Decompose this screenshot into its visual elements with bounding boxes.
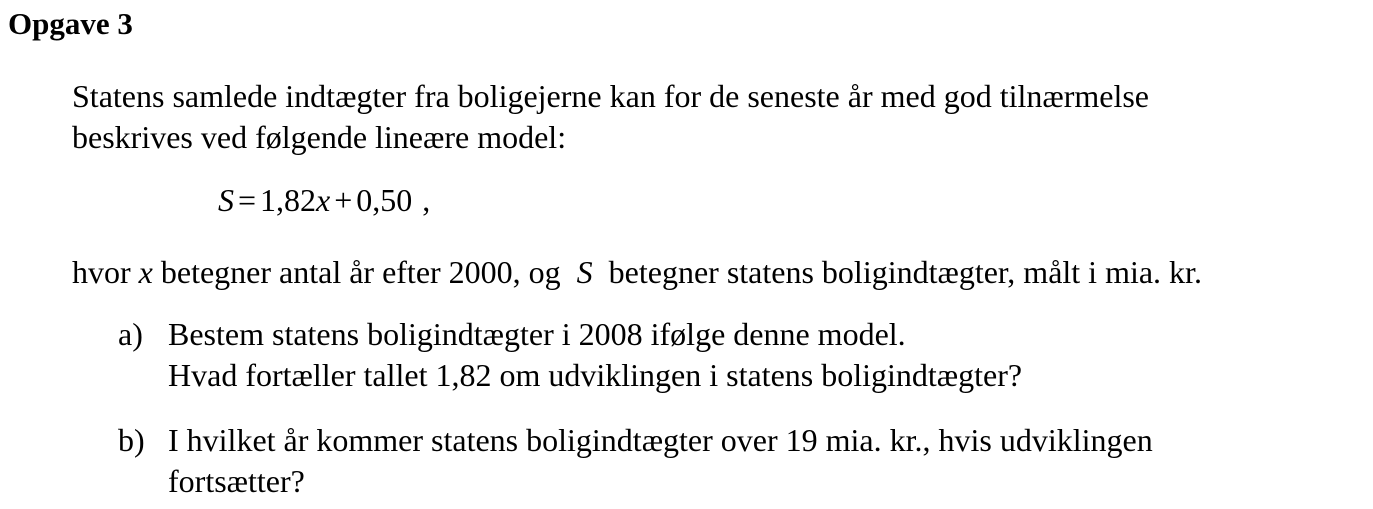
question-b-line-1: I hvilket år kommer statens boligindtægter over 19 mia. kr., hvis udviklingen	[168, 422, 1153, 458]
exercise-heading: Opgave 3	[8, 6, 133, 41]
intro-line-2: beskrives ved følgende lineære model:	[72, 119, 567, 155]
context-post: betegner statens boligindtægter, målt i mia. kr.	[608, 254, 1202, 290]
question-a-body	[168, 314, 1022, 396]
formula-equals: =	[238, 182, 257, 218]
formula-constant: 0,50	[356, 182, 413, 218]
formula-coefficient: 1,82	[260, 182, 317, 218]
question-b-body	[168, 420, 1153, 502]
formula-variable: x	[316, 182, 331, 218]
linear-model-formula	[218, 180, 430, 221]
intro-paragraph	[72, 76, 1149, 158]
context-paragraph	[72, 252, 1202, 293]
question-b-marker: b)	[118, 422, 145, 458]
context-pre: hvor	[72, 254, 131, 290]
question-b-line-2: fortsætter?	[168, 463, 305, 499]
context-var-x: x	[138, 254, 153, 290]
question-a	[118, 314, 1022, 396]
question-a-line-1: Bestem statens boligindtægter i 2008 ifølge denne model.	[168, 316, 906, 352]
context-mid: betegner antal år efter 2000, og	[160, 254, 561, 290]
formula-lhs: S	[218, 182, 234, 218]
question-b	[118, 420, 1153, 502]
formula-trailing-comma: ,	[422, 182, 431, 218]
question-a-marker: a)	[118, 316, 143, 352]
formula-plus: +	[334, 182, 353, 218]
question-a-line-2: Hvad fortæller tallet 1,82 om udviklingen i statens boligindtægter?	[168, 357, 1023, 393]
intro-line-1: Statens samlede indtægter fra boligejerne kan for de seneste år med god tilnærmelse	[72, 78, 1149, 114]
context-var-s: S	[576, 254, 593, 290]
